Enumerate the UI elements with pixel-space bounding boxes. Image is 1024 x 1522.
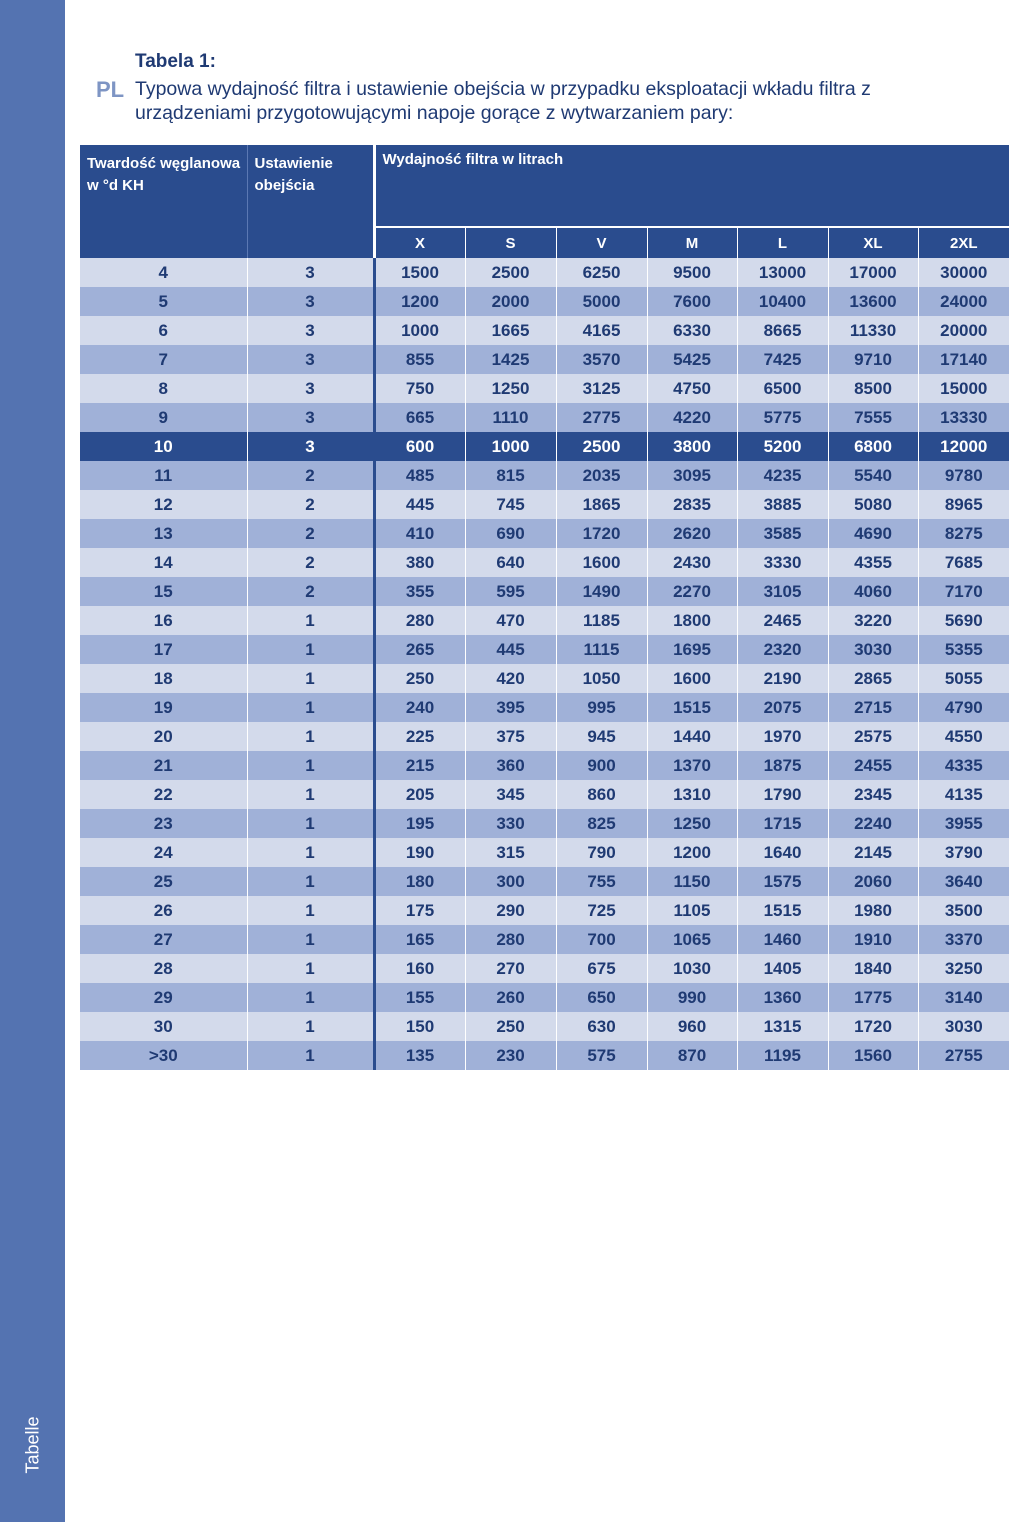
hardness-cell: 10 [80, 432, 247, 461]
capacity-cell: 640 [465, 548, 556, 577]
capacity-cell: 8665 [737, 316, 828, 345]
capacity-cell: 1105 [647, 896, 737, 925]
capacity-cell: 1115 [556, 635, 647, 664]
capacity-cell: 3095 [647, 461, 737, 490]
capacity-cell: 2775 [556, 403, 647, 432]
capacity-cell: 725 [556, 896, 647, 925]
bypass-cell: 1 [247, 1041, 374, 1070]
capacity-cell: 4220 [647, 403, 737, 432]
capacity-cell: 1250 [465, 374, 556, 403]
table-description: Typowa wydajność filtra i ustawienie obejścia w przypadku eksploatacji wkładu filtra z urządzeniami przygotowującymi napoje gorące z wytwarzaniem pary: [135, 78, 871, 124]
table-row [80, 258, 1009, 287]
capacity-cell: 815 [465, 461, 556, 490]
capacity-cell: 690 [465, 519, 556, 548]
bypass-cell: 1 [247, 896, 374, 925]
header-bypass-setting: Ustawienie obejścia [247, 145, 374, 258]
table-row [80, 664, 1009, 693]
sidebar-label: Tabelle [22, 1416, 43, 1474]
bypass-cell: 3 [247, 403, 374, 432]
filter-capacity-table [80, 145, 1009, 1070]
bypass-cell: 3 [247, 374, 374, 403]
capacity-cell: 1360 [737, 983, 828, 1012]
capacity-cell: 175 [374, 896, 465, 925]
table-row [80, 751, 1009, 780]
capacity-cell: 2060 [828, 867, 918, 896]
table-row [80, 867, 1009, 896]
capacity-cell: 3250 [918, 954, 1009, 983]
capacity-cell: 1840 [828, 954, 918, 983]
capacity-cell: 1370 [647, 751, 737, 780]
capacity-cell: 1200 [647, 838, 737, 867]
capacity-cell: 5200 [737, 432, 828, 461]
capacity-cell: 250 [465, 1012, 556, 1041]
table-row [80, 635, 1009, 664]
table-row [80, 577, 1009, 606]
capacity-cell: 2000 [465, 287, 556, 316]
capacity-cell: 2755 [918, 1041, 1009, 1070]
table-row [80, 1041, 1009, 1070]
capacity-cell: 1000 [374, 316, 465, 345]
capacity-cell: 1195 [737, 1041, 828, 1070]
capacity-cell: 290 [465, 896, 556, 925]
table-row [80, 287, 1009, 316]
capacity-cell: 3640 [918, 867, 1009, 896]
capacity-cell: 5540 [828, 461, 918, 490]
hardness-cell: 16 [80, 606, 247, 635]
capacity-cell: 3030 [828, 635, 918, 664]
capacity-cell: 2075 [737, 693, 828, 722]
capacity-cell: 2575 [828, 722, 918, 751]
capacity-cell: 2465 [737, 606, 828, 635]
capacity-cell: 13000 [737, 258, 828, 287]
capacity-cell: 745 [465, 490, 556, 519]
capacity-cell: 150 [374, 1012, 465, 1041]
capacity-cell: 135 [374, 1041, 465, 1070]
capacity-cell: 15000 [918, 374, 1009, 403]
table-row [80, 432, 1009, 461]
hardness-cell: 25 [80, 867, 247, 896]
capacity-cell: 8275 [918, 519, 1009, 548]
capacity-cell: 4690 [828, 519, 918, 548]
capacity-cell: 3800 [647, 432, 737, 461]
capacity-cell: 7425 [737, 345, 828, 374]
hardness-cell: 24 [80, 838, 247, 867]
capacity-cell: 1500 [374, 258, 465, 287]
capacity-cell: 445 [465, 635, 556, 664]
header-size-v: V [556, 227, 647, 258]
bypass-cell: 1 [247, 635, 374, 664]
bypass-cell: 2 [247, 548, 374, 577]
capacity-cell: 13330 [918, 403, 1009, 432]
capacity-cell: 3220 [828, 606, 918, 635]
capacity-cell: 2865 [828, 664, 918, 693]
capacity-cell: 485 [374, 461, 465, 490]
capacity-cell: 2715 [828, 693, 918, 722]
header-size-2xl: 2XL [918, 227, 1009, 258]
capacity-cell: 1065 [647, 925, 737, 954]
capacity-cell: 6250 [556, 258, 647, 287]
capacity-cell: 5055 [918, 664, 1009, 693]
capacity-cell: 575 [556, 1041, 647, 1070]
capacity-cell: 990 [647, 983, 737, 1012]
capacity-cell: 2500 [465, 258, 556, 287]
capacity-cell: 265 [374, 635, 465, 664]
capacity-cell: 4060 [828, 577, 918, 606]
hardness-cell: 22 [80, 780, 247, 809]
capacity-cell: 1910 [828, 925, 918, 954]
capacity-cell: 165 [374, 925, 465, 954]
hardness-cell: 11 [80, 461, 247, 490]
capacity-cell: 2035 [556, 461, 647, 490]
capacity-cell: 1640 [737, 838, 828, 867]
table-row [80, 780, 1009, 809]
capacity-cell: 1600 [647, 664, 737, 693]
capacity-cell: 900 [556, 751, 647, 780]
capacity-cell: 2190 [737, 664, 828, 693]
bypass-cell: 2 [247, 519, 374, 548]
capacity-cell: 2270 [647, 577, 737, 606]
capacity-cell: 20000 [918, 316, 1009, 345]
capacity-cell: 10400 [737, 287, 828, 316]
capacity-cell: 2500 [556, 432, 647, 461]
capacity-cell: 195 [374, 809, 465, 838]
capacity-cell: 3140 [918, 983, 1009, 1012]
capacity-cell: 3330 [737, 548, 828, 577]
capacity-cell: 5690 [918, 606, 1009, 635]
capacity-cell: 4355 [828, 548, 918, 577]
capacity-cell: 2455 [828, 751, 918, 780]
hardness-cell: 13 [80, 519, 247, 548]
capacity-cell: 1600 [556, 548, 647, 577]
capacity-cell: 4135 [918, 780, 1009, 809]
capacity-cell: 995 [556, 693, 647, 722]
capacity-cell: 2345 [828, 780, 918, 809]
capacity-cell: 7170 [918, 577, 1009, 606]
table-row [80, 809, 1009, 838]
capacity-cell: 380 [374, 548, 465, 577]
header-size-l: L [737, 227, 828, 258]
hardness-cell: >30 [80, 1041, 247, 1070]
bypass-cell: 3 [247, 258, 374, 287]
capacity-cell: 1315 [737, 1012, 828, 1041]
capacity-cell: 4165 [556, 316, 647, 345]
capacity-cell: 17140 [918, 345, 1009, 374]
capacity-cell: 160 [374, 954, 465, 983]
capacity-cell: 1715 [737, 809, 828, 838]
capacity-cell: 13600 [828, 287, 918, 316]
hardness-cell: 9 [80, 403, 247, 432]
hardness-cell: 17 [80, 635, 247, 664]
capacity-cell: 1515 [737, 896, 828, 925]
capacity-cell: 6500 [737, 374, 828, 403]
capacity-cell: 17000 [828, 258, 918, 287]
capacity-cell: 3370 [918, 925, 1009, 954]
capacity-cell: 700 [556, 925, 647, 954]
bypass-cell: 1 [247, 693, 374, 722]
capacity-cell: 8965 [918, 490, 1009, 519]
capacity-cell: 755 [556, 867, 647, 896]
capacity-cell: 270 [465, 954, 556, 983]
table-row [80, 983, 1009, 1012]
capacity-cell: 1050 [556, 664, 647, 693]
capacity-cell: 4790 [918, 693, 1009, 722]
capacity-cell: 1970 [737, 722, 828, 751]
hardness-cell: 4 [80, 258, 247, 287]
hardness-cell: 26 [80, 896, 247, 925]
bypass-cell: 2 [247, 461, 374, 490]
capacity-cell: 1560 [828, 1041, 918, 1070]
capacity-cell: 3500 [918, 896, 1009, 925]
capacity-cell: 355 [374, 577, 465, 606]
capacity-cell: 1695 [647, 635, 737, 664]
capacity-cell: 1310 [647, 780, 737, 809]
capacity-cell: 4235 [737, 461, 828, 490]
capacity-cell: 250 [374, 664, 465, 693]
capacity-cell: 5080 [828, 490, 918, 519]
hardness-cell: 29 [80, 983, 247, 1012]
capacity-cell: 1865 [556, 490, 647, 519]
table-heading: Tabela 1: [135, 51, 216, 72]
bypass-cell: 1 [247, 1012, 374, 1041]
capacity-cell: 345 [465, 780, 556, 809]
language-code: PL [96, 77, 125, 102]
bypass-cell: 3 [247, 345, 374, 374]
bypass-cell: 1 [247, 751, 374, 780]
capacity-cell: 1440 [647, 722, 737, 751]
capacity-cell: 215 [374, 751, 465, 780]
table-body [80, 258, 1009, 1070]
capacity-cell: 665 [374, 403, 465, 432]
table-row [80, 954, 1009, 983]
capacity-cell: 2320 [737, 635, 828, 664]
header-row-top [80, 145, 1009, 227]
capacity-cell: 600 [374, 432, 465, 461]
capacity-cell: 1790 [737, 780, 828, 809]
capacity-cell: 1775 [828, 983, 918, 1012]
capacity-cell: 445 [374, 490, 465, 519]
capacity-cell: 3030 [918, 1012, 1009, 1041]
capacity-cell: 225 [374, 722, 465, 751]
capacity-cell: 5775 [737, 403, 828, 432]
table-row [80, 838, 1009, 867]
capacity-cell: 2835 [647, 490, 737, 519]
capacity-cell: 395 [465, 693, 556, 722]
hardness-cell: 12 [80, 490, 247, 519]
capacity-cell: 4750 [647, 374, 737, 403]
capacity-cell: 7685 [918, 548, 1009, 577]
capacity-cell: 1460 [737, 925, 828, 954]
capacity-cell: 2240 [828, 809, 918, 838]
table-row [80, 345, 1009, 374]
bypass-cell: 3 [247, 316, 374, 345]
capacity-cell: 1800 [647, 606, 737, 635]
bypass-cell: 3 [247, 287, 374, 316]
capacity-cell: 3790 [918, 838, 1009, 867]
capacity-cell: 260 [465, 983, 556, 1012]
capacity-cell: 375 [465, 722, 556, 751]
capacity-cell: 8500 [828, 374, 918, 403]
table-row [80, 490, 1009, 519]
capacity-cell: 1720 [556, 519, 647, 548]
table-row [80, 403, 1009, 432]
header-size-xl: XL [828, 227, 918, 258]
capacity-cell: 360 [465, 751, 556, 780]
capacity-cell: 24000 [918, 287, 1009, 316]
hardness-cell: 23 [80, 809, 247, 838]
table-row [80, 693, 1009, 722]
capacity-cell: 790 [556, 838, 647, 867]
capacity-cell: 315 [465, 838, 556, 867]
capacity-cell: 960 [647, 1012, 737, 1041]
hardness-cell: 6 [80, 316, 247, 345]
header-size-x: X [374, 227, 465, 258]
table-row [80, 374, 1009, 403]
hardness-cell: 15 [80, 577, 247, 606]
table-row [80, 316, 1009, 345]
capacity-cell: 1030 [647, 954, 737, 983]
capacity-cell: 3955 [918, 809, 1009, 838]
capacity-cell: 2430 [647, 548, 737, 577]
capacity-cell: 1405 [737, 954, 828, 983]
capacity-cell: 1110 [465, 403, 556, 432]
capacity-cell: 3885 [737, 490, 828, 519]
capacity-cell: 7555 [828, 403, 918, 432]
capacity-cell: 4335 [918, 751, 1009, 780]
capacity-cell: 650 [556, 983, 647, 1012]
hardness-cell: 7 [80, 345, 247, 374]
capacity-cell: 9780 [918, 461, 1009, 490]
capacity-cell: 6800 [828, 432, 918, 461]
capacity-cell: 1185 [556, 606, 647, 635]
bypass-cell: 1 [247, 867, 374, 896]
capacity-cell: 1000 [465, 432, 556, 461]
capacity-cell: 205 [374, 780, 465, 809]
bypass-cell: 1 [247, 809, 374, 838]
table-row [80, 896, 1009, 925]
capacity-cell: 300 [465, 867, 556, 896]
header-size-m: M [647, 227, 737, 258]
hardness-cell: 27 [80, 925, 247, 954]
hardness-cell: 20 [80, 722, 247, 751]
capacity-cell: 860 [556, 780, 647, 809]
capacity-cell: 5355 [918, 635, 1009, 664]
hardness-cell: 21 [80, 751, 247, 780]
capacity-cell: 11330 [828, 316, 918, 345]
capacity-cell: 825 [556, 809, 647, 838]
header-carbonate-hardness: Twardość węglanowa w °d KH [80, 145, 247, 258]
capacity-cell: 870 [647, 1041, 737, 1070]
capacity-cell: 155 [374, 983, 465, 1012]
capacity-cell: 3570 [556, 345, 647, 374]
capacity-cell: 1980 [828, 896, 918, 925]
capacity-cell: 240 [374, 693, 465, 722]
capacity-cell: 1515 [647, 693, 737, 722]
capacity-cell: 945 [556, 722, 647, 751]
capacity-cell: 4550 [918, 722, 1009, 751]
capacity-cell: 420 [465, 664, 556, 693]
bypass-cell: 1 [247, 664, 374, 693]
bypass-cell: 1 [247, 983, 374, 1012]
capacity-cell: 1575 [737, 867, 828, 896]
bypass-cell: 1 [247, 780, 374, 809]
bypass-cell: 3 [247, 432, 374, 461]
capacity-cell: 280 [465, 925, 556, 954]
hardness-cell: 8 [80, 374, 247, 403]
capacity-cell: 1665 [465, 316, 556, 345]
capacity-cell: 1150 [647, 867, 737, 896]
capacity-cell: 5000 [556, 287, 647, 316]
capacity-cell: 330 [465, 809, 556, 838]
capacity-cell: 3105 [737, 577, 828, 606]
capacity-cell: 630 [556, 1012, 647, 1041]
capacity-cell: 180 [374, 867, 465, 896]
capacity-cell: 280 [374, 606, 465, 635]
capacity-cell: 9710 [828, 345, 918, 374]
hardness-cell: 30 [80, 1012, 247, 1041]
header-filter-capacity: Wydajność filtra w litrach [374, 145, 1009, 227]
table-row [80, 925, 1009, 954]
table-row [80, 606, 1009, 635]
table-row [80, 519, 1009, 548]
bypass-cell: 1 [247, 606, 374, 635]
bypass-cell: 2 [247, 577, 374, 606]
capacity-cell: 12000 [918, 432, 1009, 461]
capacity-cell: 2145 [828, 838, 918, 867]
capacity-cell: 1490 [556, 577, 647, 606]
hardness-cell: 14 [80, 548, 247, 577]
capacity-cell: 1250 [647, 809, 737, 838]
capacity-cell: 1720 [828, 1012, 918, 1041]
capacity-cell: 470 [465, 606, 556, 635]
hardness-cell: 18 [80, 664, 247, 693]
bypass-cell: 1 [247, 954, 374, 983]
capacity-cell: 3585 [737, 519, 828, 548]
capacity-cell: 595 [465, 577, 556, 606]
capacity-cell: 230 [465, 1041, 556, 1070]
capacity-cell: 30000 [918, 258, 1009, 287]
capacity-cell: 675 [556, 954, 647, 983]
sidebar [0, 0, 65, 1522]
table-row [80, 461, 1009, 490]
bypass-cell: 2 [247, 490, 374, 519]
capacity-cell: 3125 [556, 374, 647, 403]
hardness-cell: 19 [80, 693, 247, 722]
hardness-cell: 5 [80, 287, 247, 316]
table-row [80, 548, 1009, 577]
table-row [80, 722, 1009, 751]
bypass-cell: 1 [247, 722, 374, 751]
header-size-s: S [465, 227, 556, 258]
capacity-cell: 2620 [647, 519, 737, 548]
capacity-cell: 5425 [647, 345, 737, 374]
capacity-cell: 410 [374, 519, 465, 548]
capacity-cell: 1425 [465, 345, 556, 374]
capacity-cell: 190 [374, 838, 465, 867]
capacity-cell: 6330 [647, 316, 737, 345]
bypass-cell: 1 [247, 838, 374, 867]
capacity-cell: 855 [374, 345, 465, 374]
bypass-cell: 1 [247, 925, 374, 954]
capacity-cell: 7600 [647, 287, 737, 316]
capacity-cell: 1200 [374, 287, 465, 316]
hardness-cell: 28 [80, 954, 247, 983]
capacity-cell: 1875 [737, 751, 828, 780]
table-row [80, 1012, 1009, 1041]
capacity-cell: 750 [374, 374, 465, 403]
capacity-cell: 9500 [647, 258, 737, 287]
